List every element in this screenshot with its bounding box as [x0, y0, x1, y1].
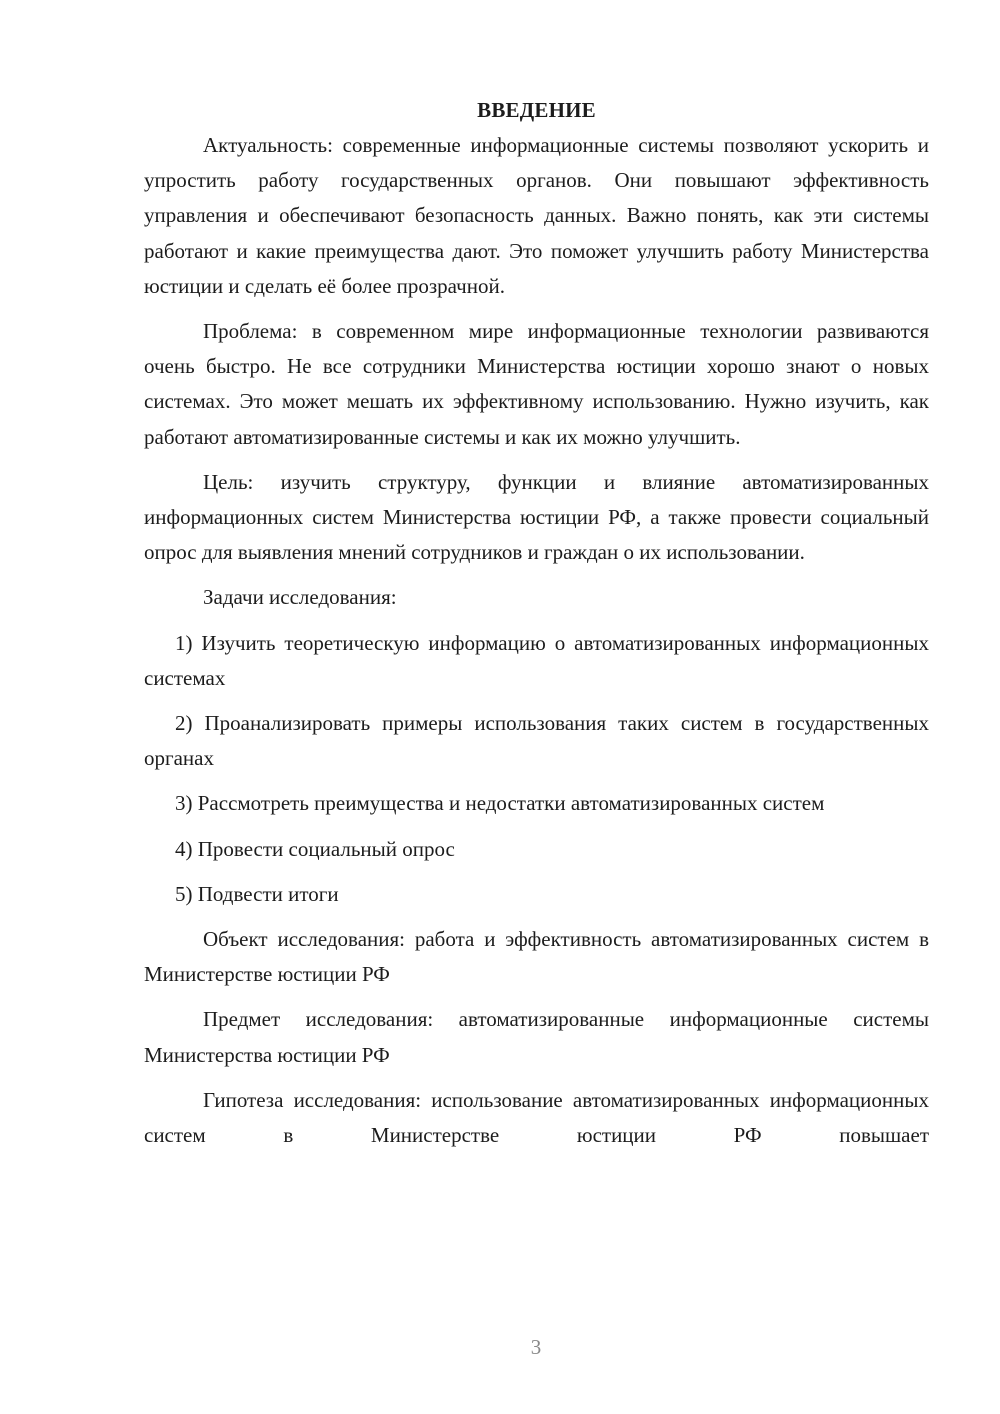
- paragraph-goal: Цель: изучить структуру, функции и влияние автоматизированных информационных систем Министерства юстиции РФ, а также провести социальный опрос для выявления мнений сотрудников и граждан о их использовании.: [144, 469, 929, 565]
- task-item-2: 2) Проанализировать примеры использования таких систем в государственных органах: [144, 711, 929, 771]
- paragraph-relevance: Актуальность: современные информационные системы позволяют ускорить и упростить работу государственных органов. Они повышают эффективность управления и обеспечивают безопасность данных. Важно понять, как эти системы работают и какие преимущества дают. Это поможет улучшить работу Министерства юстиции и сделать её более прозрачной.: [144, 133, 929, 298]
- task-item-3: 3) Рассмотреть преимущества и недостатки автоматизированных систем: [175, 791, 825, 816]
- paragraph-subject: Предмет исследования: автоматизированные информационные системы Министерства юстиции РФ: [144, 1007, 929, 1067]
- paragraph-hypothesis: Гипотеза исследования: использование автоматизированных информационных систем в Министерстве юстиции РФ повышает: [144, 1087, 929, 1148]
- page-number: 3: [530, 1335, 542, 1359]
- task-item-5: 5) Подвести итоги: [175, 881, 339, 906]
- paragraph-problem: Проблема: в современном мире информационные технологии развиваются очень быстро. Не все сотрудники Министерства юстиции хорошо знают о новых системах. Это может мешать их эффективному использованию. Нужно изучить, как работают автоматизированные системы и как их можно улучшить.: [144, 319, 929, 449]
- task-item-1: 1) Изучить теоретическую информацию о автоматизированных информационных системах: [144, 630, 929, 690]
- paragraph-tasks-title: Задачи исследования:: [203, 585, 397, 610]
- page-content: [144, 96, 929, 1163]
- paragraph-object: Объект исследования: работа и эффективность автоматизированных систем в Министерстве юстиции РФ: [144, 927, 929, 987]
- task-item-4: 4) Провести социальный опрос: [175, 836, 455, 861]
- section-heading: ВВЕДЕНИЕ: [477, 98, 596, 122]
